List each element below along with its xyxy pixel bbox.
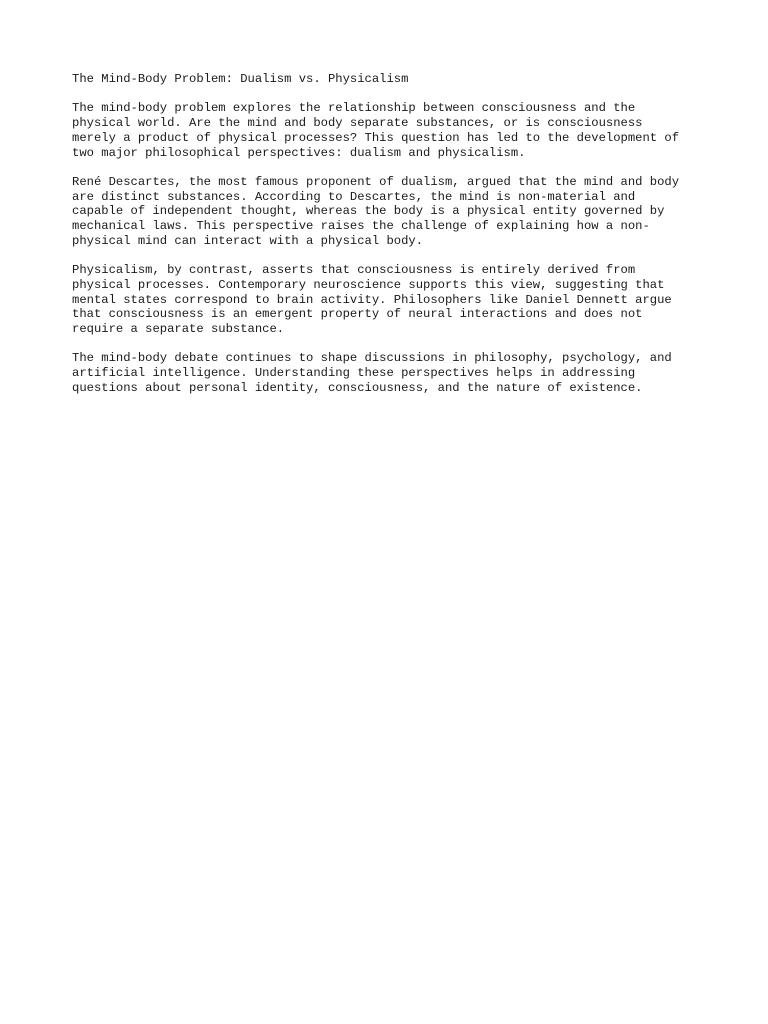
paragraph-line: physical mind can interact with a physical body. bbox=[72, 233, 424, 248]
paragraph-intro bbox=[72, 101, 712, 160]
paragraph-line: require a separate substance. bbox=[72, 321, 285, 336]
paragraph-conclusion bbox=[72, 351, 712, 395]
paragraph-line: capable of independent thought, whereas the body is a physical entity governed by bbox=[72, 204, 665, 219]
paragraph-line: mechanical laws. This perspective raises the challenge of explaining how a non- bbox=[72, 219, 650, 233]
paragraph-line: artificial intelligence. Understanding these perspectives helps in addressing bbox=[72, 366, 636, 380]
paragraph-line: The mind-body problem explores the relationship between consciousness and the bbox=[72, 101, 636, 116]
document-title: The Mind-Body Problem: Dualism vs. Physicalism bbox=[72, 72, 409, 86]
paragraph-line: two major philosophical perspectives: dualism and physicalism. bbox=[72, 145, 526, 160]
paragraph-line: are distinct substances. According to Descartes, the mind is non-material and bbox=[72, 189, 636, 204]
paragraph-physicalism bbox=[72, 263, 712, 337]
paragraph-line: Physicalism, by contrast, asserts that consciousness is entirely derived from bbox=[72, 263, 636, 278]
paragraph-dualism bbox=[72, 175, 712, 249]
paragraph-line: merely a product of physical processes? This question has led to the development of bbox=[72, 130, 680, 145]
paragraph-line: physical processes. Contemporary neuroscience supports this view, suggesting that bbox=[72, 277, 665, 292]
paragraph-line: mental states correspond to brain activity. Philosophers like Daniel Dennett argue bbox=[72, 292, 672, 307]
document-body bbox=[72, 72, 712, 410]
paragraph-line: questions about personal identity, consciousness, and the nature of existence. bbox=[72, 380, 643, 395]
paragraph-line: The mind-body debate continues to shape discussions in philosophy, psychology, and bbox=[72, 351, 672, 366]
paragraph-line: that consciousness is an emergent property of neural interactions and does not bbox=[72, 307, 643, 322]
paragraph-line: René Descartes, the most famous proponent of dualism, argued that the mind and body bbox=[72, 174, 680, 189]
paragraph-line: physical world. Are the mind and body separate substances, or is consciousness bbox=[72, 116, 643, 131]
